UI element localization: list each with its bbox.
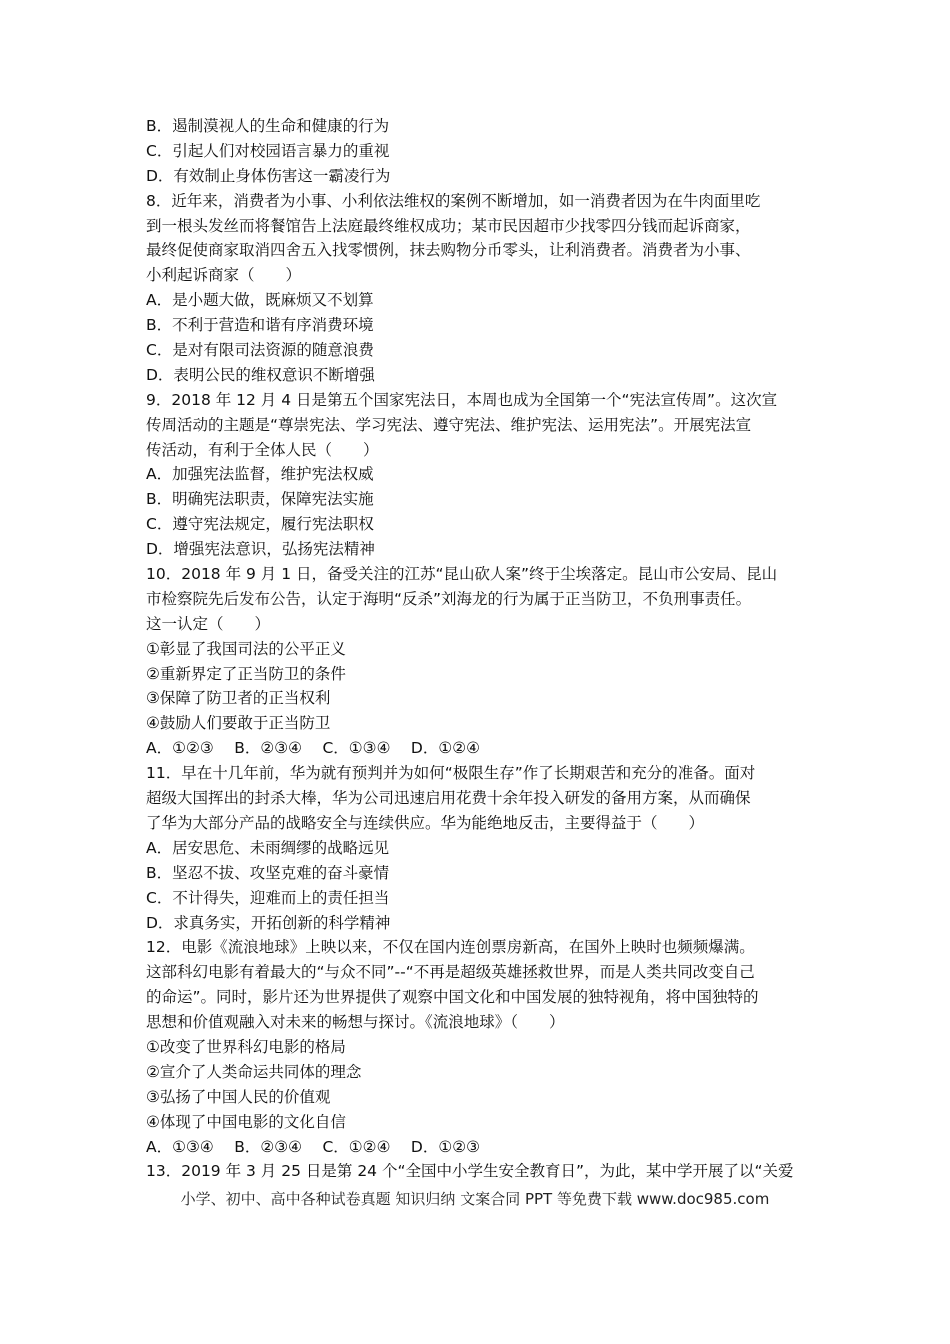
text-line: ③弘扬了中国人民的价值观 <box>146 1087 331 1106</box>
text-line: 10．2018 年 9 月 1 日，备受关注的江苏“昆山砍人案”终于尘埃落定。昆山市公安局、昆山 <box>146 565 778 584</box>
text-line: D．表明公民的维权意识不断增强 <box>146 365 375 384</box>
text-line: D．有效制止身体伤害这一霸凌行为 <box>146 166 391 185</box>
text-line: ②宣介了人类命运共同体的理念 <box>146 1062 362 1081</box>
text-line: 市检察院先后发布公告，认定于海明“反杀”刘海龙的行为属于正当防卫，不负刑事责任。 <box>146 589 752 608</box>
text-line: A．①③④ B．②③④ C．①②④ D．①②③ <box>146 1137 481 1156</box>
text-line: ③保障了防卫者的正当权利 <box>146 689 331 708</box>
text-line: 到一根头发丝而将餐馆告上法庭最终维权成功；某市民因超市少找零四分钱而起诉商家， <box>146 216 751 235</box>
text-line: 思想和价值观融入对未来的畅想与探讨。《流浪地球》（ ） <box>146 1013 565 1032</box>
text-line: 这一认定（ ） <box>146 614 271 633</box>
text-line: 13．2019 年 3 月 25 日是第 24 个“全国中小学生安全教育日”，为此，某中学开展了以“关爱 <box>146 1162 794 1181</box>
text-line: 9．2018 年 12 月 4 日是第五个国家宪法日，本周也成为全国第一个“宪法宣传周”。这次宣 <box>146 390 778 409</box>
text-line: ①彰显了我国司法的公平正义 <box>146 639 346 658</box>
text-line: D．求真务实，开拓创新的科学精神 <box>146 913 391 932</box>
text-line: D．增强宪法意识，弘扬宪法精神 <box>146 540 375 559</box>
text-line: 传周活动的主题是“尊崇宪法、学习宪法、遵守宪法、维护宪法、运用宪法”。开展宪法宣 <box>146 415 752 434</box>
text-line: 12．电影《流浪地球》上映以来，不仅在国内连创票房新高，在国外上映时也频频爆满。 <box>146 938 755 957</box>
text-line: 8．近年来，消费者为小事、小利依法维权的案例不断增加，如一消费者因为在牛肉面里吃 <box>146 191 761 210</box>
text-line: A．①②③ B．②③④ C．①③④ D．①②④ <box>146 739 481 758</box>
text-line: A．加强宪法监督，维护宪法权威 <box>146 465 374 484</box>
text-line: C．是对有限司法资源的随意浪费 <box>146 341 374 360</box>
text-line: 11．早在十几年前，华为就有预判并为如何“极限生存”作了长期艰苦和充分的准备。面对 <box>146 764 756 783</box>
text-line: A．是小题大做，既麻烦又不划算 <box>146 291 374 310</box>
text-line: C．遵守宪法规定，履行宪法职权 <box>146 515 374 534</box>
document-body <box>146 114 812 1184</box>
text-line: 传活动，有利于全体人民（ ） <box>146 440 379 459</box>
text-line: 了华为大部分产品的战略安全与连续供应。华为能绝地反击，主要得益于（ ） <box>146 813 705 832</box>
text-line: 这部科幻电影有着最大的“与众不同”--“不再是超级英雄拯救世界，而是人类共同改变自己 <box>146 963 755 982</box>
text-line: C．不计得失，迎难而上的责任担当 <box>146 888 390 907</box>
text-line: ④鼓励人们要敢于正当防卫 <box>146 714 331 733</box>
text-line: 最终促使商家取消四舍五入找零惯例，抹去购物分币零头，让利消费者。消费者为小事、 <box>146 241 751 260</box>
text-line: ①改变了世界科幻电影的格局 <box>146 1037 346 1056</box>
text-line: 的命运”。同时，影片还为世界提供了观察中国文化和中国发展的独特视角，将中国独特的 <box>146 988 759 1007</box>
text-line: ②重新界定了正当防卫的条件 <box>146 664 346 683</box>
text-line: B．遏制漠视人的生命和健康的行为 <box>146 117 390 135</box>
page-footer: 小学、初中、高中各种试卷真题 知识归纳 文案合同 PPT 等免费下载 www.doc985.com <box>180 1190 770 1208</box>
text-line: B．不利于营造和谐有序消费环境 <box>146 316 374 335</box>
text-line: 小利起诉商家（ ） <box>146 266 302 285</box>
text-line: ④体现了中国电影的文化自信 <box>146 1112 346 1131</box>
text-line: C．引起人们对校园语言暴力的重视 <box>146 141 390 160</box>
text-line: 超级大国挥出的封杀大棒，华为公司迅速启用花费十余年投入研发的备用方案，从而确保 <box>146 789 751 808</box>
text-line: B．明确宪法职责，保障宪法实施 <box>146 490 374 509</box>
text-line: B．坚忍不拔、攻坚克难的奋斗豪情 <box>146 863 390 882</box>
text-line: A．居安思危、未雨绸缪的战略远见 <box>146 838 390 857</box>
